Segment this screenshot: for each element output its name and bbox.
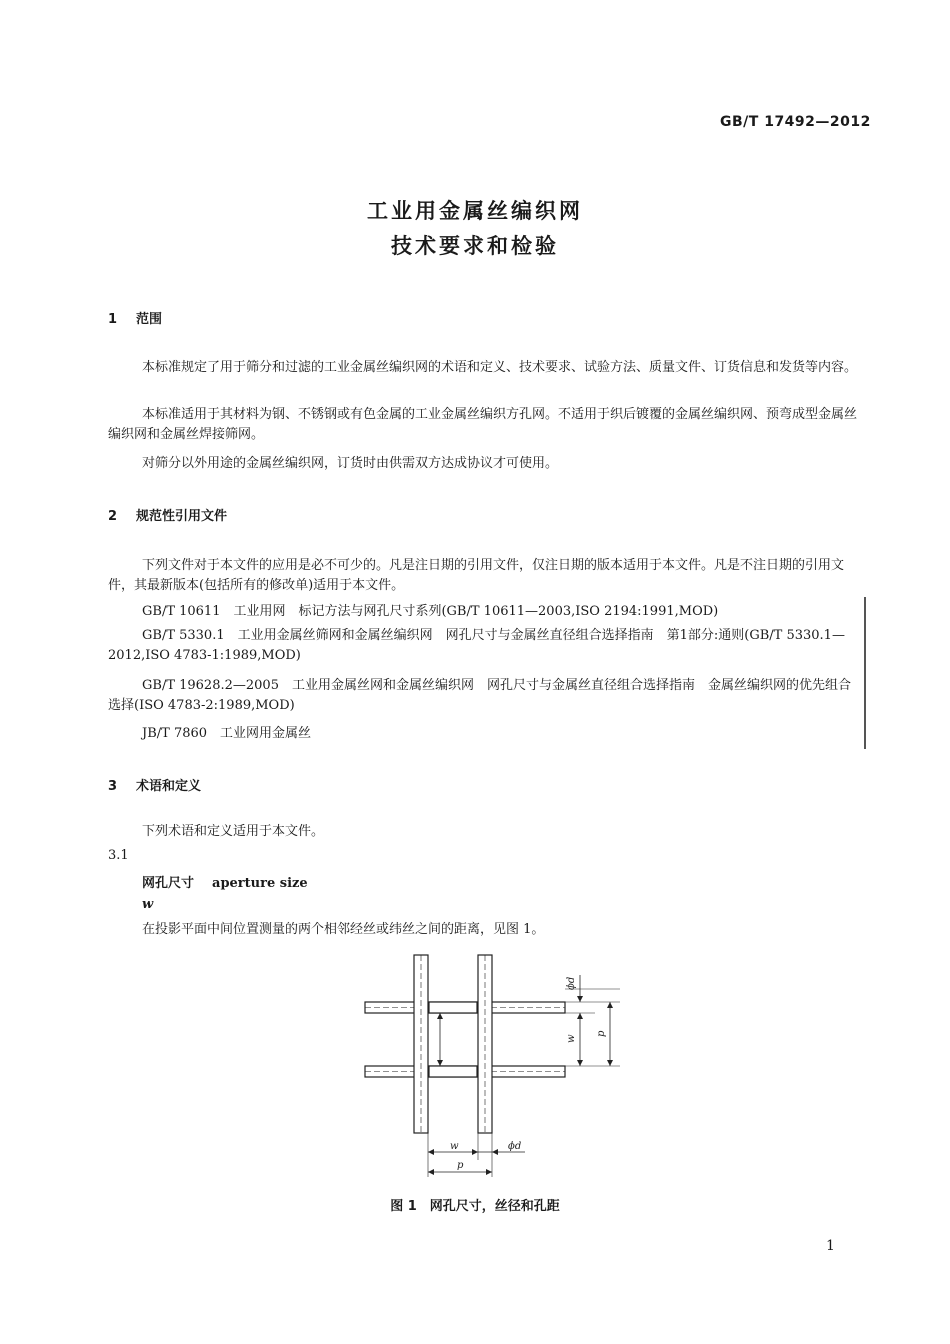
section-1-para-3: 对筛分以外用途的金属丝编织网，订货时由供需双方达成协议才可使用。: [142, 456, 559, 471]
change-bar: [864, 597, 866, 749]
section-2-intro: 下列文件对于本文件的应用是必不可少的。凡是注日期的引用文件，仅注日期的版本适用于本文件。凡是不注日期的引用文件，其最新版本(包括所有的修改单)适用于本文件。: [108, 558, 845, 593]
label-p-vertical: p: [596, 1030, 607, 1037]
figure-caption: 图 1 网孔尺寸，丝径和孔距: [390, 1199, 560, 1214]
label-w-vertical: w: [566, 1034, 577, 1043]
section-title: 术语和定义: [136, 779, 202, 794]
document-title-line1: 工业用金属丝编织网: [367, 199, 583, 223]
term-symbol: w: [142, 897, 154, 912]
vertical-wire: [478, 955, 492, 1133]
section-number: 1: [108, 312, 118, 327]
label-d-horizontal: ϕd: [508, 1141, 522, 1152]
standard-number: GB/T 17492—2012: [720, 114, 871, 130]
label-w-horizontal: w: [450, 1141, 459, 1152]
section-3-heading: [108, 775, 201, 794]
section-title: 规范性引用文件: [136, 509, 228, 524]
term-definition: 在投影平面中间位置测量的两个相邻经丝或纬丝之间的距离，见图 1。: [142, 922, 545, 937]
document-title-line2: 技术要求和检验: [391, 234, 559, 258]
section-3-intro: 下列术语和定义适用于本文件。: [142, 824, 325, 839]
page-number: 1: [826, 1238, 835, 1254]
term-number: 3.1: [108, 848, 129, 863]
term-heading: [142, 872, 308, 891]
section-number: 3: [108, 779, 118, 794]
reference-item: JB/T 7860 工业网用金属丝: [142, 726, 312, 741]
section-number: 2: [108, 509, 118, 524]
label-p-horizontal: p: [457, 1160, 464, 1171]
figure-1-diagram: [340, 945, 640, 1185]
term-chinese: 网孔尺寸: [142, 876, 195, 891]
section-2-heading: [108, 505, 227, 524]
reference-item: GB/T 5330.1 工业用金属丝筛网和金属丝编织网 网孔尺寸与金属丝直径组合选择指南 第1部分:通则(GB/T 5330.1—2012,ISO 4783-1:1989,MOD): [108, 628, 845, 663]
reference-item: GB/T 19628.2—2005 工业用金属丝网和金属丝编织网 网孔尺寸与金属丝直径组合选择指南 金属丝编织网的优先组合选择(ISO 4783-2:1989,MOD): [108, 678, 851, 713]
term-english: aperture size: [212, 876, 308, 891]
reference-item: GB/T 10611 工业用网 标记方法与网孔尺寸系列(GB/T 10611—2003,ISO 2194:1991,MOD): [142, 604, 719, 619]
section-1-para-2: 本标准适用于其材料为钢、不锈钢或有色金属的工业金属丝编织方孔网。不适用于织后镀覆的金属丝编织网、预弯成型金属丝编织网和金属丝焊接筛网。: [108, 407, 858, 442]
section-1-heading: [108, 308, 162, 327]
section-title: 范围: [136, 312, 163, 327]
vertical-wire: [414, 955, 428, 1133]
label-d-vertical: ϕd: [566, 976, 577, 990]
section-1-para-1: 本标准规定了用于筛分和过滤的工业金属丝编织网的术语和定义、技术要求、试验方法、质量文件、订货信息和发货等内容。: [142, 360, 858, 375]
